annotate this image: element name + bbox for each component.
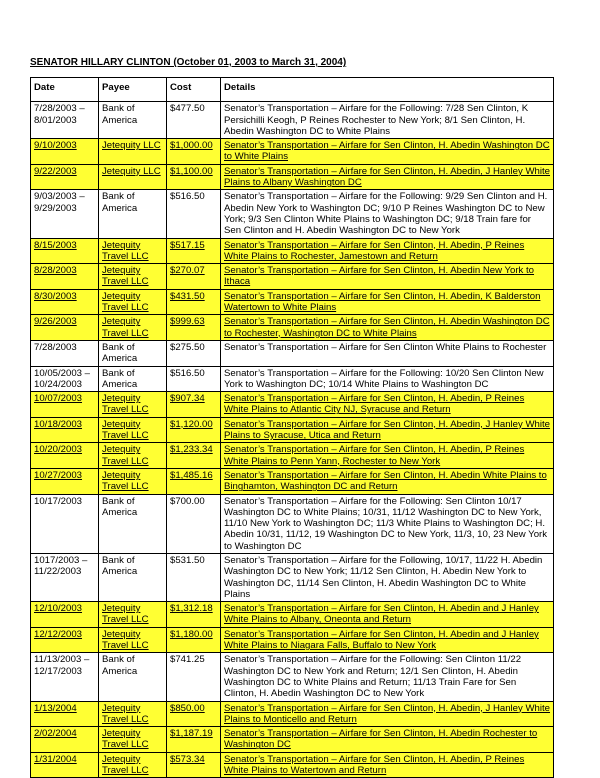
- table-body: [31, 102, 554, 778]
- payee-text: Bank of America: [102, 103, 138, 126]
- cell-details: [221, 139, 554, 165]
- details-text: Senator’s Transportation – Airfare for the Following: Sen Clinton 10/17 Washington DC to White Plains; 10/31, 11/12 Washington DC to New York, 11/10 New York to Washington DC; 11/3 White Plains to Washington DC; H. Abedin 10/31, 11/12, 19 Washington DC to New York, 11/3, 10, 23 New York to Washington DC: [224, 495, 548, 552]
- details-text: Senator’s Transportation – Airfare for Sen Clinton, H. Abedin, P Reines White Plains to Rochester, Jamestown and Return: [224, 239, 525, 262]
- cost-text: $1,120.00: [170, 418, 213, 430]
- cell-cost: [167, 164, 221, 190]
- date-text: 12/10/2003: [34, 603, 83, 615]
- details-text: Senator’s Transportation – Airfare for Sen Clinton, H. Abedin, J Hanley White Plains to Albany Washington DC: [224, 165, 551, 189]
- payee-text: Jetequity Travel LLC: [102, 603, 149, 626]
- details-text: Senator’s Transportation – Airfare for Sen Clinton, H. Abedin and J Hanley White Plains to Niagara Falls, Buffalo to New York: [224, 628, 539, 652]
- date-text: 10/17/2003: [34, 495, 83, 507]
- table-header-row: [31, 78, 554, 102]
- cell-cost: [167, 468, 221, 494]
- table-row: [31, 264, 554, 290]
- details-text: Senator’s Transportation – Airfare for the Following: 7/28 Sen Clinton, K Persichilli Keogh, P Reines Rochester to New York; 8/1 Sen Clinton, H. Abedin Washington DC to White Plains: [224, 103, 529, 137]
- cell-details: [221, 190, 554, 238]
- payee-text: Jetequity Travel LLC: [102, 239, 149, 262]
- payee-text: Bank of America: [102, 495, 138, 518]
- date-text: 9/26/2003: [34, 316, 77, 328]
- details-text: Senator’s Transportation – Airfare for the Following: 9/29 Sen Clinton and H. Abedin New York to Washington DC; 9/10 P Reines Washington DC to New York; 9/3 Sen Clinton White Plains to Washington DC; 9/18 Train fare for Sen Clinton and H. Abedin Washington DC to New York: [224, 191, 548, 237]
- cell-payee: [99, 366, 167, 392]
- cell-date: [31, 602, 99, 628]
- cell-date: [31, 468, 99, 494]
- cost-text: $275.50: [170, 341, 205, 353]
- payee-text: Jetequity Travel LLC: [102, 728, 149, 751]
- cost-text: $700.00: [170, 495, 205, 507]
- date-text: 9/22/2003: [34, 165, 77, 177]
- table-row: [31, 238, 554, 264]
- cost-text: $1,485.16: [170, 469, 213, 481]
- table-row: [31, 164, 554, 190]
- details-text: Senator’s Transportation – Airfare for the Following: Sen Clinton 11/22 Washington DC to New York and Return; 12/1 Sen Clinton, H. Abedin Washington DC to White Plains and Return; 11/13 Train Fare for Sen Clinton, H. Abedin Washington DC to New York: [224, 654, 522, 700]
- cell-date: [31, 701, 99, 727]
- details-text: Senator’s Transportation – Airfare for the Following, 10/17, 11/22 H. Abedin Washington DC to New York; 11/12 Sen Clinton, H. Abedin New York to Washington DC, 11/14 Sen Clinton, H. Abedin Washington DC to White Plains: [224, 554, 543, 600]
- header-cost: Cost: [167, 78, 221, 102]
- cell-cost: [167, 139, 221, 165]
- cell-cost: [167, 366, 221, 392]
- cell-cost: [167, 752, 221, 778]
- table-row: [31, 315, 554, 341]
- details-text: Senator’s Transportation – Airfare for Sen Clinton, H. Abedin, J Hanley White Plains to Syracuse, Utica and Return: [224, 418, 551, 442]
- cost-text: $573.34: [170, 753, 205, 765]
- cell-payee: [99, 102, 167, 139]
- cell-cost: [167, 190, 221, 238]
- cell-details: [221, 701, 554, 727]
- payee-text: Jetequity Travel LLC: [102, 628, 149, 652]
- payee-text: Bank of America: [102, 341, 138, 365]
- cell-date: [31, 264, 99, 290]
- table-row: [31, 417, 554, 443]
- cell-payee: [99, 289, 167, 315]
- cell-cost: [167, 494, 221, 553]
- date-text: 9/10/2003: [34, 140, 77, 152]
- date-text: 10/20/2003: [34, 444, 83, 456]
- cell-payee: [99, 417, 167, 443]
- date-text: 10/07/2003: [34, 393, 83, 405]
- cost-text: $1,187.19: [170, 728, 213, 740]
- details-text: Senator’s Transportation – Airfare for Sen Clinton, H. Abedin White Plains to Binghamton, Washington DC and Return: [224, 469, 547, 493]
- table-row: [31, 627, 554, 653]
- cell-details: [221, 653, 554, 701]
- cost-text: $516.50: [170, 191, 205, 203]
- cost-text: $516.50: [170, 367, 205, 379]
- cell-cost: [167, 417, 221, 443]
- date-text: 10/18/2003: [34, 418, 83, 430]
- cell-date: [31, 443, 99, 469]
- details-text: Senator’s Transportation – Airfare for Sen Clinton, H. Abedin Washington DC to White Plains: [224, 140, 550, 163]
- header-payee: Payee: [99, 78, 167, 102]
- cell-details: [221, 340, 554, 366]
- table-row: [31, 494, 554, 553]
- details-text: Senator’s Transportation – Airfare for Sen Clinton, H. Abedin, P Reines White Plains to Penn Yann, Rochester to New York: [224, 444, 525, 467]
- document-title: SENATOR HILLARY CLINTON (October 01, 2003 to March 31, 2004): [30, 57, 347, 68]
- cell-payee: [99, 392, 167, 418]
- details-text: Senator’s Transportation – Airfare for Sen Clinton, H. Abedin, K Balderston Watertown to White Plains: [224, 290, 541, 314]
- cell-cost: [167, 392, 221, 418]
- cell-cost: [167, 602, 221, 628]
- cost-text: $1,100.00: [170, 165, 213, 177]
- cost-text: $1,000.00: [170, 140, 213, 152]
- payee-text: Jetequity LLC: [102, 165, 161, 177]
- cell-details: [221, 366, 554, 392]
- cell-payee: [99, 727, 167, 753]
- details-text: Senator’s Transportation – Airfare for Sen Clinton, H. Abedin, P Reines White Plains to Atlantic City NJ, Syracuse and Return: [224, 393, 525, 416]
- payee-text: Jetequity Travel LLC: [102, 393, 149, 416]
- cell-payee: [99, 139, 167, 165]
- cell-details: [221, 727, 554, 753]
- cell-cost: [167, 340, 221, 366]
- cell-details: [221, 494, 554, 553]
- payee-text: Jetequity Travel LLC: [102, 418, 149, 442]
- table-row: [31, 340, 554, 366]
- cell-details: [221, 315, 554, 341]
- cell-date: [31, 238, 99, 264]
- cell-date: [31, 289, 99, 315]
- cell-cost: [167, 238, 221, 264]
- payee-text: Bank of America: [102, 367, 138, 390]
- cost-text: $477.50: [170, 103, 205, 115]
- details-text: Senator’s Transportation – Airfare for Sen Clinton, H. Abedin New York to Ithaca: [224, 265, 535, 288]
- cell-date: [31, 494, 99, 553]
- cell-payee: [99, 553, 167, 601]
- details-text: Senator’s Transportation – Airfare for Sen Clinton, H. Abedin Rochester to Washington DC: [224, 728, 538, 751]
- details-text: Senator’s Transportation – Airfare for Sen Clinton, H. Abedin and J Hanley White Plains to Albany, Oneonta and Return: [224, 603, 539, 626]
- date-text: 7/28/2003 – 8/01/2003: [34, 103, 85, 126]
- table-row: [31, 443, 554, 469]
- cost-text: $270.07: [170, 265, 205, 277]
- table-row: [31, 602, 554, 628]
- table-row: [31, 139, 554, 165]
- cell-cost: [167, 727, 221, 753]
- header-date: Date: [31, 78, 99, 102]
- table-row: [31, 392, 554, 418]
- payee-text: Jetequity Travel LLC: [102, 290, 149, 314]
- date-text: 8/28/2003: [34, 265, 77, 277]
- payee-text: Jetequity Travel LLC: [102, 469, 149, 493]
- cell-date: [31, 102, 99, 139]
- payee-text: Jetequity LLC: [102, 140, 161, 152]
- cell-payee: [99, 602, 167, 628]
- cell-date: [31, 340, 99, 366]
- cost-text: $741.25: [170, 654, 205, 666]
- cell-details: [221, 289, 554, 315]
- cell-details: [221, 417, 554, 443]
- cell-details: [221, 164, 554, 190]
- date-text: 1/13/2004: [34, 702, 77, 714]
- date-text: 9/03/2003 – 9/29/2003: [34, 191, 85, 214]
- cost-text: $1,233.34: [170, 444, 213, 456]
- details-text: Senator’s Transportation – Airfare for the Following: 10/20 Sen Clinton New York to Washington DC; 10/14 White Plains to Washington DC: [224, 367, 544, 390]
- cell-date: [31, 627, 99, 653]
- cell-details: [221, 468, 554, 494]
- cell-date: [31, 553, 99, 601]
- cell-details: [221, 238, 554, 264]
- cell-payee: [99, 443, 167, 469]
- cell-date: [31, 653, 99, 701]
- payee-text: Jetequity Travel LLC: [102, 316, 149, 339]
- table-row: [31, 701, 554, 727]
- cell-date: [31, 164, 99, 190]
- payee-text: Bank of America: [102, 191, 138, 214]
- cost-text: $431.50: [170, 290, 205, 302]
- cell-details: [221, 264, 554, 290]
- date-text: 2/02/2004: [34, 728, 77, 740]
- header-details: Details: [221, 78, 554, 102]
- cell-cost: [167, 289, 221, 315]
- cell-date: [31, 752, 99, 778]
- cost-text: $1,312.18: [170, 603, 213, 615]
- cell-cost: [167, 102, 221, 139]
- payee-text: Jetequity Travel LLC: [102, 753, 149, 777]
- table-row: [31, 366, 554, 392]
- cell-details: [221, 392, 554, 418]
- date-text: 11/13/2003 – 12/17/2003: [34, 654, 90, 677]
- cost-text: $850.00: [170, 702, 205, 714]
- table-row: [31, 752, 554, 778]
- cell-payee: [99, 627, 167, 653]
- table-row: [31, 553, 554, 601]
- table-row: [31, 468, 554, 494]
- cell-payee: [99, 653, 167, 701]
- cost-text: $517.15: [170, 239, 205, 251]
- date-text: 8/30/2003: [34, 290, 77, 302]
- cell-payee: [99, 468, 167, 494]
- cell-details: [221, 443, 554, 469]
- cell-date: [31, 190, 99, 238]
- date-text: 10/05/2003 – 10/24/2003: [34, 367, 91, 390]
- table-row: [31, 289, 554, 315]
- cell-date: [31, 727, 99, 753]
- table-row: [31, 727, 554, 753]
- cell-payee: [99, 752, 167, 778]
- cell-cost: [167, 653, 221, 701]
- cost-text: $999.63: [170, 316, 205, 328]
- payee-text: Jetequity Travel LLC: [102, 265, 149, 288]
- payee-text: Jetequity Travel LLC: [102, 702, 149, 725]
- expense-table: [30, 77, 554, 778]
- date-text: 10/27/2003: [34, 469, 83, 481]
- cell-date: [31, 366, 99, 392]
- cell-date: [31, 392, 99, 418]
- table-row: [31, 190, 554, 238]
- cell-payee: [99, 701, 167, 727]
- cell-details: [221, 627, 554, 653]
- cell-date: [31, 315, 99, 341]
- cell-payee: [99, 190, 167, 238]
- cell-payee: [99, 264, 167, 290]
- cell-date: [31, 417, 99, 443]
- cost-text: $907.34: [170, 393, 205, 405]
- cell-date: [31, 139, 99, 165]
- cell-details: [221, 102, 554, 139]
- payee-text: Bank of America: [102, 654, 138, 677]
- cell-payee: [99, 494, 167, 553]
- cell-details: [221, 602, 554, 628]
- cell-cost: [167, 553, 221, 601]
- date-text: 1017/2003 – 11/22/2003: [34, 554, 88, 578]
- cell-payee: [99, 238, 167, 264]
- date-text: 1/31/2004: [34, 753, 77, 765]
- details-text: Senator’s Transportation – Airfare for Sen Clinton White Plains to Rochester: [224, 341, 547, 353]
- date-text: 7/28/2003: [34, 341, 77, 353]
- details-text: Senator’s Transportation – Airfare for Sen Clinton, H. Abedin, J Hanley White Plains to Monticello and Return: [224, 702, 551, 725]
- cell-payee: [99, 340, 167, 366]
- cell-cost: [167, 264, 221, 290]
- cell-details: [221, 752, 554, 778]
- cost-text: $1,180.00: [170, 628, 213, 640]
- cell-cost: [167, 627, 221, 653]
- cell-cost: [167, 443, 221, 469]
- cost-text: $531.50: [170, 554, 205, 566]
- cell-payee: [99, 315, 167, 341]
- date-text: 8/15/2003: [34, 239, 77, 251]
- cell-details: [221, 553, 554, 601]
- date-text: 12/12/2003: [34, 628, 83, 640]
- cell-cost: [167, 701, 221, 727]
- cell-cost: [167, 315, 221, 341]
- details-text: Senator’s Transportation – Airfare for Sen Clinton, H. Abedin Washington DC to Rochester, Washington DC to White Plains: [224, 316, 550, 339]
- table-row: [31, 102, 554, 139]
- table-row: [31, 653, 554, 701]
- cell-payee: [99, 164, 167, 190]
- details-text: Senator’s Transportation – Airfare for Sen Clinton, H. Abedin, P Reines White Plains to Watertown and Return: [224, 753, 525, 777]
- payee-text: Jetequity Travel LLC: [102, 444, 149, 467]
- payee-text: Bank of America: [102, 554, 138, 578]
